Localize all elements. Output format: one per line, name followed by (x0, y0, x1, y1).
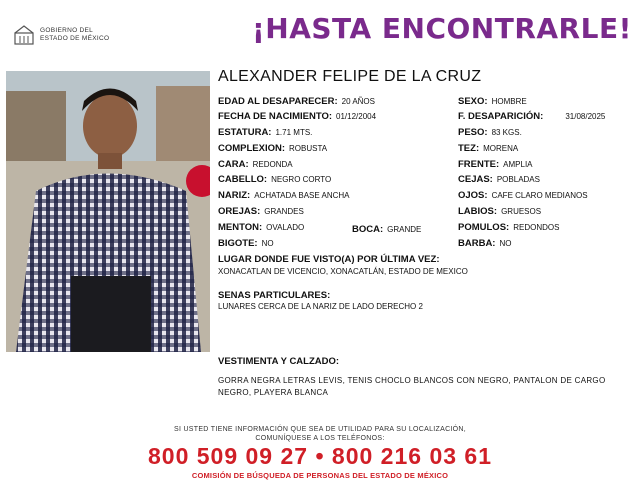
missing-person-photo (6, 71, 210, 352)
cabello-label: CABELLO: (218, 174, 268, 185)
gov-line-2: ESTADO DE MÉXICO (40, 35, 110, 42)
marks-value: LUNARES CERCA DE LA NARIZ DE LADO DERECHO 2 (218, 302, 423, 311)
barba-label: BARBA: (458, 238, 496, 249)
field-cejas (458, 174, 540, 185)
ojos-value: CAFE CLARO MEDIANOS (491, 191, 588, 200)
cejas-value: POBLADAS (496, 175, 540, 184)
boca-value: GRANDE (387, 225, 422, 234)
tez-label: TEZ: (458, 143, 480, 154)
field-frente (458, 159, 533, 170)
field-tez (458, 143, 518, 154)
clothing-label: VESTIMENTA Y CALZADO: (218, 356, 340, 367)
nariz-label: NARIZ: (218, 190, 251, 201)
footer-note-line-1: SI USTED TIENE INFORMACIÓN QUE SEA DE UTILIDAD PARA SU LOCALIZACIÓN, (173, 426, 467, 433)
field-boca (352, 224, 421, 235)
sexo-value: HOMBRE (491, 97, 527, 106)
gov-line-1: GOBIERNO DEL (40, 27, 94, 34)
edad-value: 20 AÑOS (341, 97, 375, 106)
person-name: ALEXANDER FELIPE DE LA CRUZ (218, 68, 482, 85)
phone-numbers (0, 443, 640, 470)
last-seen-label: LUGAR DONDE FUE VISTO(A) POR ÚLTIMA VEZ: (218, 254, 440, 265)
phone-2: 800 216 03 61 (331, 443, 493, 469)
complexion-value: ROBUSTA (289, 144, 328, 153)
menton-value: OVALADO (266, 223, 305, 232)
field-estatura (218, 127, 312, 138)
frente-value: AMPLIA (503, 160, 533, 169)
field-nariz (218, 190, 350, 201)
sexo-label: SEXO: (458, 96, 488, 107)
ojos-label: OJOS: (458, 190, 488, 201)
barba-value: NO (499, 239, 512, 248)
fecha-nac-value: 01/12/2004 (336, 112, 377, 121)
cabello-value: NEGRO CORTO (271, 175, 332, 184)
field-peso (458, 127, 522, 138)
clothing-value: GORRA NEGRA LETRAS LEVIS, TENIS CHOCLO BLANCOS CON NEGRO, PANTALON DE CARGO NEGRO, PLAYERA BLANCA (218, 376, 606, 397)
tez-value: MORENA (483, 144, 519, 153)
phone-1: 800 509 09 27 (147, 443, 309, 469)
cara-value: REDONDA (252, 160, 293, 169)
pomulos-value: REDONDOS (513, 223, 560, 232)
orejas-value: GRANDES (264, 207, 304, 216)
field-labios (458, 206, 541, 217)
boca-label: BOCA: (352, 224, 384, 235)
field-menton (218, 222, 304, 233)
labios-label: LABIOS: (458, 206, 498, 217)
fecha-nac-label: FECHA DE NACIMIENTO: (218, 111, 332, 122)
footer-organization: COMISIÓN DE BÚSQUEDA DE PERSONAS DEL ESTADO DE MÉXICO (191, 471, 449, 480)
marks-label: SENAS PARTICULARES: (218, 290, 331, 301)
field-sexo (458, 96, 527, 107)
field-barba (458, 238, 511, 249)
orejas-label: OREJAS: (218, 206, 261, 217)
cejas-label: CEJAS: (458, 174, 493, 185)
field-edad (218, 96, 375, 107)
field-cabello (218, 174, 331, 185)
field-complexion (218, 143, 327, 154)
field-cara (218, 159, 293, 170)
peso-label: PESO: (458, 127, 488, 138)
footer-note-line-2: COMUNÍQUESE A LOS TELÉFONOS: (255, 435, 385, 442)
field-bigote (218, 238, 274, 249)
field-orejas (218, 206, 304, 217)
f-desap-value: 31/08/2025 (565, 112, 606, 121)
government-name (40, 27, 109, 43)
estatura-label: ESTATURA: (218, 127, 272, 138)
seal-icon (12, 23, 36, 47)
field-fecha-desaparicion (458, 111, 605, 122)
cara-label: CARA: (218, 159, 249, 170)
menton-label: MENTON: (218, 222, 263, 233)
last-seen-value: XONACATLAN DE VICENCIO, XONACATLÁN, ESTADO DE MEXICO (218, 267, 468, 276)
frente-label: FRENTE: (458, 159, 500, 170)
nariz-value: ACHATADA BASE ANCHA (254, 191, 350, 200)
phone-separator: • (315, 443, 325, 469)
field-ojos (458, 190, 588, 201)
field-pomulos (458, 222, 559, 233)
field-fecha-nacimiento (218, 111, 376, 122)
bigote-label: BIGOTE: (218, 238, 258, 249)
pomulos-label: POMULOS: (458, 222, 510, 233)
estatura-value: 1.71 MTS. (275, 128, 313, 137)
government-logo (12, 22, 122, 48)
edad-label: EDAD AL DESAPARECER: (218, 96, 338, 107)
headline: ¡HASTA ENCONTRARLE! (252, 12, 632, 45)
peso-value: 83 KGS. (491, 128, 522, 137)
labios-value: GRUESOS (501, 207, 542, 216)
f-desap-label: F. DESAPARICIÓN: (458, 111, 544, 122)
complexion-label: COMPLEXION: (218, 143, 286, 154)
bigote-value: NO (261, 239, 274, 248)
